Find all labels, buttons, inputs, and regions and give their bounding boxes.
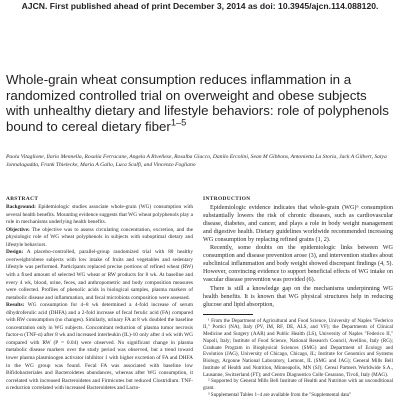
abstract-objective (6, 227, 193, 250)
abstract-design (6, 249, 193, 302)
results-label: Results: (6, 302, 25, 309)
abstract-column (6, 196, 193, 393)
abstract-background (6, 204, 193, 227)
footnote: ¹ From the Department of Agricultural and Food Science, University of Naples "Federico II," Portici (NA), Italy (PV, IM, RF, DE, ALS, and VF); the Departments of Clinical Medicine and Surgery (AAR) and Public Health (LS), University of Naples "Federico II," Napoli, Italy; Institute of Food Science, National Research Council, Avellino, Italy (RG); Graduate Program in Biophysical Sciences (SMG) and Department of Ecology and Evolution (JAG), University of Chicago, Chicago, IL; Institute for Genomics and Systems Biology, Argonne National Laboratory, Lemont, IL (SMG and JAG); General Mills Bell Institute of Health and Nutrition, Minneapolis, MN (SJ); Cereal Partners Worldwide S.A., Lausanne, Switzerland (FT); and Centro Diagnostico Colle Cesarano, Tivoli, Italy (MAG). (203, 317, 393, 378)
intro-paragraph: Epidemiologic evidence indicates that whole-grain (WG)⁶ consumption substantially lowers the risk of chronic diseases, such as cardiovascular disease, diabetes, and cancer, and plays a role in body weight management and digestive health. Dietary guidelines worldwide recommended increasing WG consumption by replacing refined grains (1, 2). (203, 205, 393, 244)
footnote-divider (203, 314, 253, 315)
introduction-column (203, 196, 393, 399)
abstract-results (6, 302, 193, 393)
results-text: WG consumption for 4–8 wk determined a 4-fold increase of serum dihydroferulic acid (DHFA) and a 2-fold increase of fecal ferulic acid (FA) compared with RW consumption (no changes). Similarly, urinary FA at 8 wk doubled the baseline concentration only in WG subjects. Concomitant reduction of plasma tumor necrosis factor-α (TNF-α) after 8 wk and increased interleukin (IL)-10 only after 4 wk with WG compared with RW (P = 0.04) were observed. No significant change in plasma metabolic disease markers over the study period was observed, but a trend toward lower plasma plasminogen activator inhibitor 1 with higher excretion of FA and DHFA in the WG group was found. Fecal FA was associated with baseline low Bifidobacteriales and Bacteroidetes abundances, whereas after WG consumption, it correlated with increased Bacteroidetes and Firmicutes but reduced Clostridium. TNF-α reduction correlated with increased Bacteroidetes and Lacto- (6, 302, 193, 392)
objective-text: The objective was to assess circulating concentration, excretion, and the physiologic role of WG wheat polyphenols in subjects with suboptimal dietary and lifestyle behaviors. (6, 226, 193, 248)
title-text: Whole-grain wheat consumption reduces inflammation in a randomized controlled trial on overweight and obese subjects with unhealthy dietary and lifestyle behaviors: role of polyphenols bound to cereal dietary fiber (6, 72, 389, 134)
article-title (6, 72, 394, 134)
journal-banner: AJCN. First published ahead of print December 3, 2014 as doi: 10.3945/ajcn.114.088120. (21, 1, 379, 11)
design-label: Design: (6, 249, 24, 256)
background-label: Background: (6, 204, 36, 211)
introduction-heading: INTRODUCTION (203, 196, 251, 202)
title-footnote-marker: 1–5 (170, 117, 187, 128)
abstract-heading: ABSTRACT (6, 196, 39, 202)
footnote: ² Supported by General Mills Bell Institute of Health and Nutrition with an unconditional grant. (203, 378, 393, 392)
footnote: ³ Supplemental Tables 1–4 are available from the "Supplemental data" (208, 391, 352, 398)
design-text: A placebo-controlled, parallel-group randomized trial with 80 healthy overweight/obese subjects with low intake of fruits and vegetables and sedentary lifestyle was performed. Participants replaced precise portions of refined wheat (RW) with a fixed amount of selected WG wheat or RW products for 8 wk. At baseline and every 4 wk, blood, urine, feces, and anthropometric and body composition measures were collected. Profiles of phenolic acids in biological samples, plasma markers of metabolic disease and inflammation, and fecal microbiota composition were assessed. (6, 249, 193, 301)
background-text: Epidemiologic studies associate whole-grain (WG) consumption with several health benefits. Mounting evidence suggests that WG wheat polyphenols play a role in mechanisms underlying health benefits. (6, 204, 194, 226)
intro-paragraph: There is still a knowledge gap on the mechanisms underpinning WG health benefits. It is known that WG physical structures help in reducing glucose and lipid absorption, (203, 285, 393, 308)
objective-label: Objective: (6, 226, 30, 233)
intro-paragraph: Recently, some doubts on the epidemiologic links between WG consumption and disease prevention arose (3), and intervention studies about subclinical inflammation and body weight showed discrepant findings (4, 5). However, convincing evidence to support beneficial effects of WG intake on vascular disease prevention was provided (6). (203, 245, 393, 284)
author-list: Paola Vitaglione, Ilario Mennella, Rosalia Ferracane, Angela A Rivellese, Rosalba Giacco, Danilo Ercolini, Sean M Gibbons, Antonietta La Storia, Jack A Gilbert, Satya Jonnalagadda, Frank Thielecke, Maria A Gallo, Luca Scalfi, and Vincenzo Fogliano (6, 154, 387, 169)
